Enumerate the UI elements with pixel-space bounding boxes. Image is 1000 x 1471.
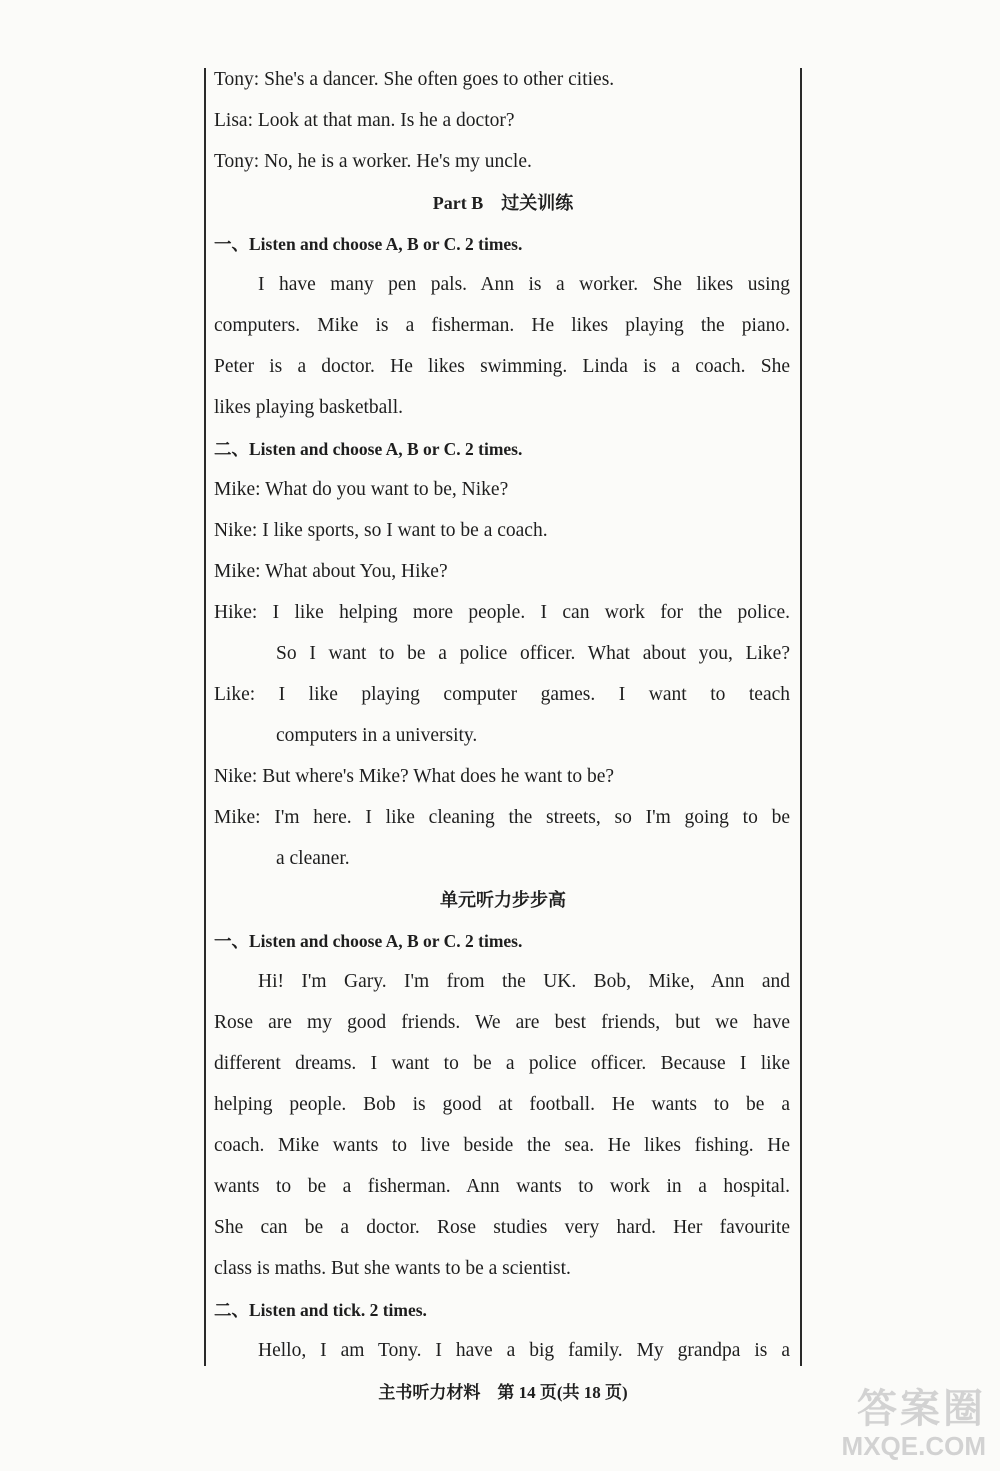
exercise-heading: 一、Listen and choose A, B or C. 2 times. [214,234,523,254]
paragraph-line: Hello, I am Tony. I have a big family. My grandpa is a [258,1340,790,1361]
dialogue-continuation: a cleaner. [276,848,350,869]
paragraph-line: Hi! I'm Gary. I'm from the UK. Bob, Mike, Ann and [258,971,790,992]
paragraph-line: computers. Mike is a fisherman. He likes playing the piano. [214,315,790,336]
dialogue-continuation: computers in a university. [276,725,478,746]
section-title: 单元听力步步高 [440,890,566,910]
paragraph-line: She can be a doctor. Rose studies very hard. Her favourite [214,1217,790,1238]
paragraph-line: wants to be a fisherman. Ann wants to work in a hospital. [214,1176,790,1197]
dialogue-line: Tony: She's a dancer. She often goes to other cities. [214,69,615,90]
paragraph-line: coach. Mike wants to live beside the sea. He likes fishing. He [214,1135,790,1156]
paragraph-line: class is maths. But she wants to be a scientist. [214,1258,571,1279]
dialogue-line: Nike: I like sports, so I want to be a coach. [214,520,548,541]
dialogue-line: Lisa: Look at that man. Is he a doctor? [214,110,515,131]
dialogue-line: Tony: No, he is a worker. He's my uncle. [214,151,532,172]
dialogue-line: Mike: I'm here. I like cleaning the streets, so I'm going to be [214,807,790,828]
watermark-logo: 答案圈 [857,1387,986,1431]
exercise-heading: 二、Listen and choose A, B or C. 2 times. [214,439,523,459]
watermark [756,1387,986,1467]
exercise-heading: 二、Listen and tick. 2 times. [214,1300,427,1320]
dialogue-continuation: So I want to be a police officer. What about you, Like? [276,643,790,664]
dialogue-line: Mike: What do you want to be, Nike? [214,479,509,500]
left-margin-rule [204,68,206,1366]
paragraph-line: Rose are my good friends. We are best friends, but we have [214,1012,790,1033]
dialogue-line: Mike: What about You, Hike? [214,561,448,582]
page-footer: 主书听力材料 第 14 页(共 18 页) [378,1383,628,1402]
exercise-heading: 一、Listen and choose A, B or C. 2 times. [214,931,523,951]
right-margin-rule [800,68,802,1366]
paragraph-line: Peter is a doctor. He likes swimming. Linda is a coach. She [214,356,790,377]
dialogue-line: Hike: I like helping more people. I can work for the police. [214,602,790,623]
paragraph-line: helping people. Bob is good at football. He wants to be a [214,1094,790,1115]
watermark-url: MXQE.COM [841,1431,986,1461]
dialogue-line: Like: I like playing computer games. I want to teach [214,684,790,705]
dialogue-line: Nike: But where's Mike? What does he want to be? [214,766,615,787]
paragraph-line: different dreams. I want to be a police officer. Because I like [214,1053,790,1074]
section-title: Part B 过关训练 [432,193,574,213]
paragraph-line: likes playing basketball. [214,397,404,418]
paragraph-line: I have many pen pals. Ann is a worker. She likes using [258,274,790,295]
